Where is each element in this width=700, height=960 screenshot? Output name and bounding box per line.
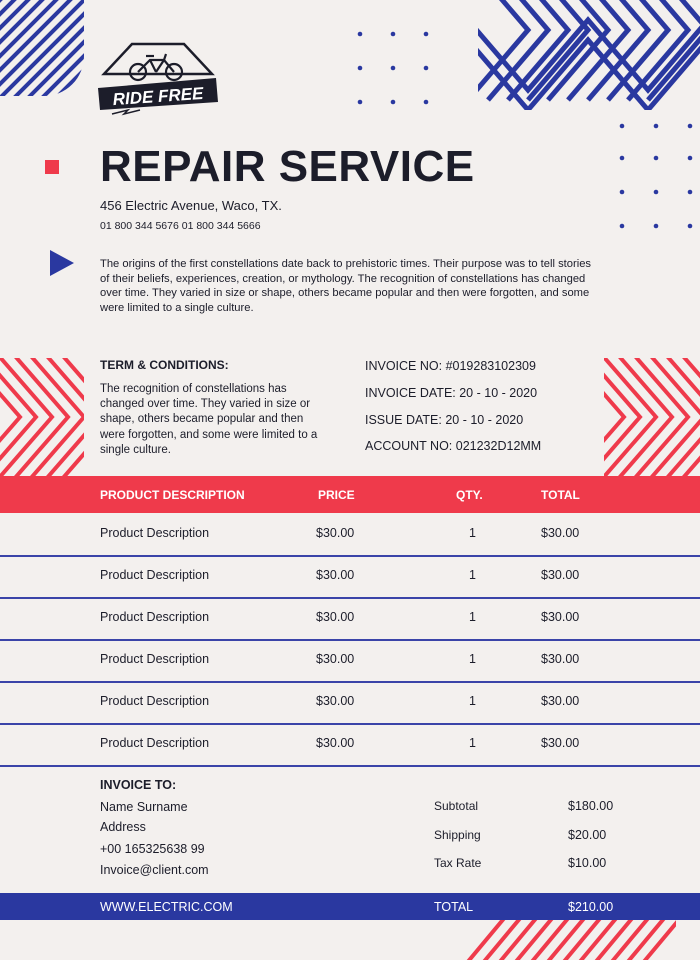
row-qty: 1 [469, 610, 476, 624]
website-link[interactable]: WWW.ELECTRIC.COM [100, 900, 233, 914]
tax-label: Tax Rate [434, 856, 482, 870]
row-qty: 1 [469, 736, 476, 750]
intro-paragraph: The origins of the first constellations date back to prehistoric times. Their purpose was to tell stories of their beliefs, experiences, creation, or mythology. The recognition of constellations has changed over time. They varied in size or shape, others became popular and then were forgotten, and some were limited to a single culture. [100, 258, 592, 314]
invoice-to-heading: INVOICE TO: [100, 778, 177, 792]
row-description: Product Description [100, 610, 210, 624]
decor-chevrons-left [0, 358, 84, 476]
row-price: $30.00 [316, 736, 355, 750]
decor-chevrons-top-right [478, 0, 700, 110]
table-row [0, 723, 700, 767]
row-description: Product Description [100, 652, 210, 666]
client-address: Address [100, 820, 146, 834]
page-title: REPAIR SERVICE [100, 142, 475, 191]
invoice-number: INVOICE NO: #019283102309 [365, 359, 536, 373]
header-qty: QTY. [456, 488, 483, 502]
account-number: ACCOUNT NO: 021232D12MM [365, 439, 542, 453]
decor-stripes-top-left [0, 0, 84, 96]
row-total: $30.00 [541, 568, 580, 582]
row-total: $30.00 [541, 526, 580, 540]
row-qty: 1 [469, 694, 476, 708]
svg-text:RIDE FREE: RIDE FREE [112, 83, 204, 110]
bicycle-icon [130, 54, 182, 80]
total-value: $210.00 [568, 900, 614, 914]
row-price: $30.00 [316, 526, 355, 540]
brand-logo [94, 34, 224, 118]
decor-dots-right [610, 120, 700, 232]
decor-dots-top [350, 28, 460, 108]
shipping-value: $20.00 [568, 828, 607, 842]
decor-chevrons-right [604, 358, 700, 476]
table-row [0, 597, 700, 641]
row-total: $30.00 [541, 652, 580, 666]
row-qty: 1 [469, 652, 476, 666]
shipping-label: Shipping [434, 828, 481, 842]
subtotal-value: $180.00 [568, 799, 614, 813]
row-total: $30.00 [541, 736, 580, 750]
row-total: $30.00 [541, 694, 580, 708]
row-price: $30.00 [316, 694, 355, 708]
table-row [0, 639, 700, 683]
row-description: Product Description [100, 694, 210, 708]
header-product: PRODUCT DESCRIPTION [100, 488, 245, 502]
total-label: TOTAL [434, 900, 474, 914]
row-qty: 1 [469, 568, 476, 582]
row-total: $30.00 [541, 610, 580, 624]
row-qty: 1 [469, 526, 476, 540]
red-square-marker [45, 160, 59, 174]
terms-heading: TERM & CONDITIONS: [100, 358, 229, 372]
client-phone: +00 165325638 99 [100, 842, 205, 856]
table-header [0, 476, 700, 513]
subtotal-label: Subtotal [434, 799, 479, 813]
invoice-date: INVOICE DATE: 20 - 10 - 2020 [365, 386, 538, 400]
terms-body: The recognition of constellations has changed over time. They varied in size or shape, others became popular and then were forgotten, and some were limited to a single culture. [100, 383, 318, 456]
row-price: $30.00 [316, 652, 355, 666]
play-triangle-icon [50, 250, 74, 281]
client-email: Invoice@client.com [100, 863, 209, 877]
row-price: $30.00 [316, 610, 355, 624]
footer-bar [0, 893, 700, 920]
row-price: $30.00 [316, 568, 355, 582]
client-name: Name Surname [100, 800, 188, 814]
row-description: Product Description [100, 568, 210, 582]
decor-stripes-bottom [466, 920, 676, 960]
tax-value: $10.00 [568, 856, 607, 870]
table-row [0, 681, 700, 725]
header-price: PRICE [318, 488, 355, 502]
header-total: TOTAL [541, 488, 580, 502]
issue-date: ISSUE DATE: 20 - 10 - 2020 [365, 413, 524, 427]
business-address: 456 Electric Avenue, Waco, TX. [100, 198, 282, 213]
business-phones: 01 800 344 5676 01 800 344 5666 [100, 220, 261, 232]
row-description: Product Description [100, 526, 210, 540]
row-description: Product Description [100, 736, 210, 750]
table-row [0, 555, 700, 599]
table-row [0, 513, 700, 557]
